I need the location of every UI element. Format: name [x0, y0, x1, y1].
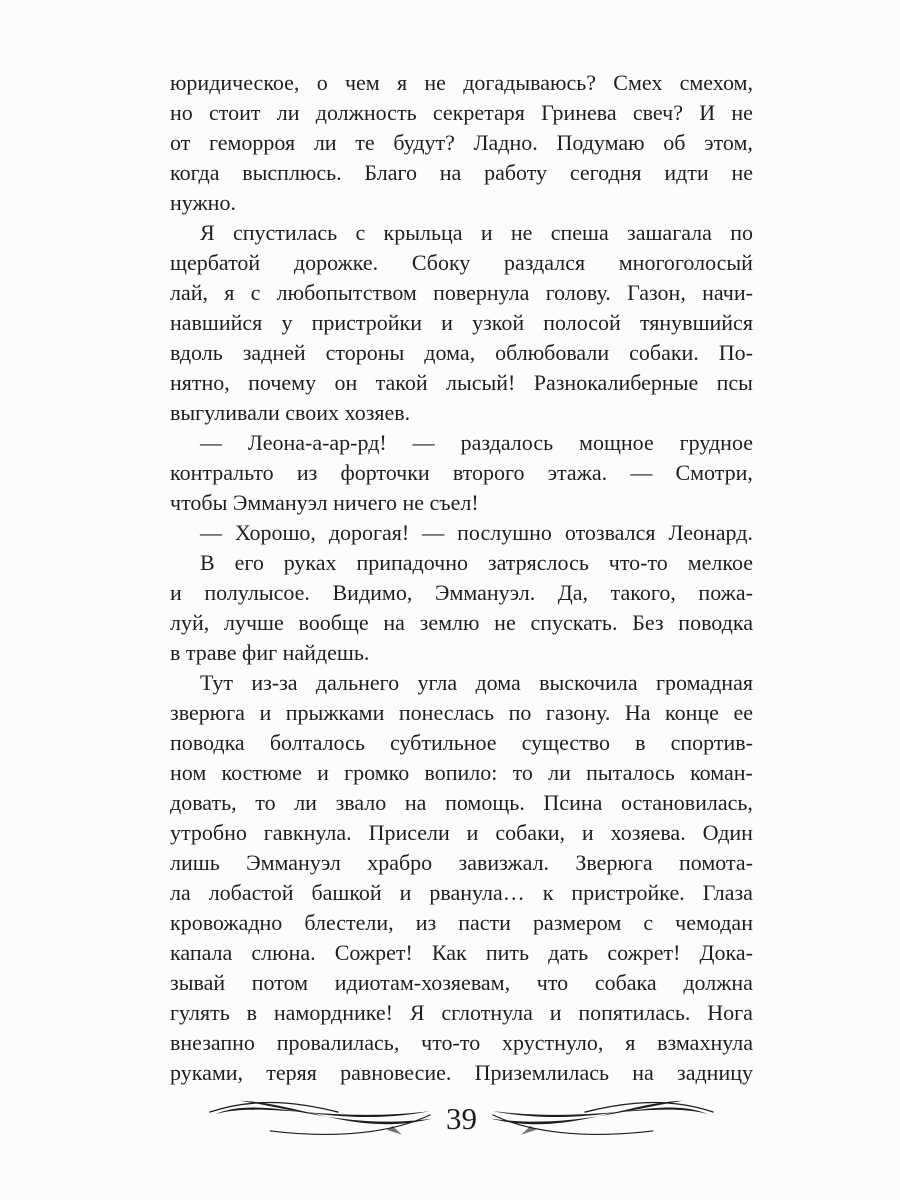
word: смехом, — [679, 70, 753, 95]
text-line — [170, 458, 753, 488]
word: чем — [344, 70, 380, 95]
word: грудное — [679, 430, 753, 455]
word: этажа. — [547, 460, 608, 485]
word: Видимо, — [332, 580, 413, 605]
word: и — [170, 580, 182, 605]
word: газону. — [545, 700, 611, 725]
word: По- — [718, 340, 753, 365]
word: Дока- — [699, 940, 753, 965]
word: я — [625, 1030, 636, 1055]
word: навшийся — [170, 310, 263, 335]
word: субтильное — [389, 730, 497, 755]
word: на — [383, 610, 405, 635]
word: зашагала — [627, 220, 712, 245]
word: второго — [452, 460, 525, 485]
word: многоголосый — [618, 250, 753, 275]
word: на — [404, 790, 427, 815]
word: Подумаю — [556, 130, 645, 155]
word: Зверюга — [575, 850, 653, 875]
text-line — [170, 608, 753, 638]
text-line — [170, 818, 753, 848]
word: по — [508, 700, 532, 725]
paragraph — [170, 548, 753, 668]
word: Леонард. — [668, 520, 753, 545]
text-line — [170, 668, 753, 698]
word: остановилась, — [621, 790, 753, 815]
word: раздалось — [460, 430, 554, 455]
text-line — [170, 218, 753, 248]
paragraph — [170, 428, 753, 518]
word: послушно — [457, 520, 552, 545]
word: высплюсь. — [242, 160, 342, 185]
word: пить — [485, 940, 530, 965]
word: крыльца — [383, 220, 463, 245]
word: ли — [313, 130, 337, 155]
text-line — [170, 938, 753, 968]
word: не — [510, 220, 533, 245]
word: мелкое — [687, 550, 753, 575]
word: почему — [248, 370, 317, 395]
word: Леона-а-ар-рд! — [247, 430, 387, 455]
word: спеша — [550, 220, 609, 245]
word: выскочила — [539, 670, 638, 695]
word: чемодан — [675, 910, 753, 935]
text-line — [170, 158, 753, 188]
word: лучше — [224, 610, 284, 635]
word: Хорошо, — [234, 520, 316, 545]
word: в — [246, 1000, 258, 1025]
word: — — [630, 460, 653, 485]
word: и — [466, 820, 479, 845]
word: дорогая! — [328, 520, 410, 545]
word: существо — [521, 730, 611, 755]
word: Присели — [368, 820, 450, 845]
word: понеслась — [398, 700, 495, 725]
word: припадочно — [356, 550, 468, 575]
word: из-за — [251, 670, 298, 695]
word: его — [234, 550, 264, 575]
word: идти — [664, 160, 709, 185]
word: Да, — [557, 580, 589, 605]
word: наморднике! — [273, 1000, 394, 1025]
word: форточки — [340, 460, 430, 485]
word: сглотнула — [441, 1000, 533, 1025]
text-line — [170, 698, 753, 728]
word: такого, — [610, 580, 676, 605]
word: Ладно. — [473, 130, 538, 155]
word: вопило: — [424, 760, 498, 785]
word: то — [512, 760, 533, 785]
word: из — [296, 460, 318, 485]
word: не — [731, 160, 753, 185]
word: и — [581, 820, 594, 845]
word: хозяева. — [610, 820, 686, 845]
word: стороны — [325, 340, 405, 365]
word: ном — [170, 760, 207, 785]
word: и — [399, 880, 412, 905]
text-line — [170, 368, 753, 398]
word: башкой — [311, 880, 382, 905]
word: стоит — [209, 100, 261, 125]
word: на — [632, 1060, 654, 1085]
text-line — [170, 308, 753, 338]
word: спускать. — [530, 610, 618, 635]
word: В — [200, 550, 215, 575]
word: псы — [716, 370, 753, 395]
word: Разнокалиберные — [533, 370, 699, 395]
word: — — [412, 430, 435, 455]
text-line — [170, 548, 753, 578]
word: Я — [409, 1000, 425, 1025]
word: слюна. — [251, 940, 316, 965]
word: кровожадно — [170, 910, 283, 935]
paragraph — [170, 668, 753, 1088]
word: провалилась, — [276, 1030, 400, 1055]
word: — — [200, 430, 222, 455]
word: что — [536, 970, 569, 995]
word: он — [334, 370, 358, 395]
word: взмахнула — [657, 1030, 753, 1055]
word: у — [281, 310, 293, 335]
text-line — [170, 758, 753, 788]
page-footer — [170, 1084, 753, 1142]
word: дома, — [424, 340, 476, 365]
word: затряслось — [487, 550, 589, 575]
word: я — [396, 70, 408, 95]
paragraph — [170, 218, 753, 428]
text-line: чтобы Эммануэл ничего не съел! — [170, 490, 479, 515]
word: Эммануэл — [246, 850, 341, 875]
word: пожа- — [698, 580, 753, 605]
text-line: выгуливали своих хозяев. — [170, 400, 411, 425]
word: задней — [242, 340, 306, 365]
word: и — [441, 310, 453, 335]
word: ли — [294, 790, 317, 815]
word: сегодня — [569, 160, 642, 185]
word: голову. — [545, 280, 611, 305]
word: собака — [594, 970, 657, 995]
word: юридическое, — [170, 70, 300, 95]
word: Один — [702, 820, 753, 845]
text-line — [170, 1028, 753, 1058]
word: прыжками — [285, 700, 385, 725]
word: луй, — [170, 610, 210, 635]
word: догадываюсь? — [463, 70, 597, 95]
word: утробно — [170, 820, 247, 845]
word: сожрет! — [607, 940, 681, 965]
word: вдоль — [170, 340, 223, 365]
word: — — [422, 520, 445, 545]
word: землю — [419, 610, 480, 635]
word: мощное — [579, 430, 654, 455]
word: помощь. — [445, 790, 525, 815]
word: собаки, — [495, 820, 566, 845]
text-line — [170, 248, 753, 278]
word: на — [439, 160, 462, 185]
text-line — [170, 518, 753, 548]
text-line — [170, 128, 753, 158]
word: громко — [344, 760, 410, 785]
word: и — [317, 760, 329, 785]
word: руках — [283, 550, 337, 575]
text-line — [170, 878, 753, 908]
text-line — [170, 998, 753, 1028]
word: блестели, — [304, 910, 394, 935]
word: полулысое. — [204, 580, 310, 605]
text-line — [170, 278, 753, 308]
word: свеч? — [632, 100, 683, 125]
word: я — [224, 280, 235, 305]
word: гавкнула. — [263, 820, 352, 845]
word: полосой — [543, 310, 621, 335]
word: Тут — [200, 670, 233, 695]
word: болталось — [269, 730, 365, 755]
word: попятилась. — [578, 1000, 691, 1025]
word: внезапно — [170, 1030, 255, 1055]
text-line — [170, 788, 753, 818]
word: отозвался — [564, 520, 656, 545]
word: И — [699, 100, 716, 125]
word: задницу — [677, 1060, 753, 1085]
word: теряя — [266, 1060, 317, 1085]
word: идиотам-хозяевам, — [334, 970, 511, 995]
word: к — [542, 880, 554, 905]
word: Благо — [364, 160, 417, 185]
word: Нога — [707, 1000, 753, 1025]
word: конце — [665, 700, 719, 725]
word: потом — [251, 970, 309, 995]
word: с — [250, 280, 261, 305]
word: лобастой — [208, 880, 294, 905]
word: и — [480, 220, 493, 245]
word: Я — [200, 220, 215, 245]
word: спустилась — [232, 220, 338, 245]
word: Эммануэл. — [434, 580, 536, 605]
text-line — [170, 68, 753, 98]
word: размером — [532, 910, 622, 935]
word: повернула — [433, 280, 530, 305]
word: о — [316, 70, 328, 95]
word: завизжал. — [458, 850, 550, 875]
word: не — [424, 70, 446, 95]
page-text — [170, 68, 753, 1088]
text-line — [170, 908, 753, 938]
word: те — [355, 130, 375, 155]
word: не — [494, 610, 516, 635]
word: громадная — [655, 670, 753, 695]
word: пристройки — [311, 310, 423, 335]
word: Смотри, — [675, 460, 753, 485]
paragraph — [170, 518, 753, 548]
word: равновесие. — [340, 1060, 452, 1085]
word: не — [731, 100, 753, 125]
word: и — [259, 700, 272, 725]
word: зверюга — [170, 700, 245, 725]
word: раздался — [504, 250, 586, 275]
flourish-right-icon — [489, 1087, 715, 1139]
word: дальнего — [315, 670, 400, 695]
word: Приземлилась — [474, 1060, 610, 1085]
word: капала — [170, 940, 233, 965]
word: тянувшийся — [639, 310, 753, 335]
word: из — [415, 910, 437, 935]
text-line — [170, 848, 753, 878]
word: звало — [335, 790, 387, 815]
word: и — [549, 1000, 562, 1025]
word: дорожке. — [293, 250, 379, 275]
word: Сожрет! — [334, 940, 413, 965]
paragraph — [170, 68, 753, 218]
text-line — [170, 98, 753, 128]
text-line — [170, 728, 753, 758]
word: когда — [170, 160, 220, 185]
word: зывай — [170, 970, 226, 995]
word: Без — [632, 610, 664, 635]
word: ли — [276, 100, 300, 125]
word: поводка — [170, 730, 245, 755]
word: любопытством — [276, 280, 417, 305]
word: вообще — [298, 610, 369, 635]
word: от — [170, 130, 191, 155]
word: лысый! — [445, 370, 516, 395]
word: с — [643, 910, 654, 935]
word: лай, — [170, 280, 209, 305]
word: довать, — [170, 790, 237, 815]
word: Сбоку — [411, 250, 471, 275]
text-line — [170, 578, 753, 608]
word: такой — [375, 370, 428, 395]
word: щербатой — [170, 250, 261, 275]
word: секретаря — [432, 100, 525, 125]
word: нятно, — [170, 370, 230, 395]
word: дома — [475, 670, 521, 695]
word: костюме — [221, 760, 302, 785]
word: Газон, — [627, 280, 686, 305]
text-line — [170, 968, 753, 998]
word: этом, — [704, 130, 753, 155]
text-line: в траве фиг найдешь. — [170, 640, 370, 665]
word: ла — [170, 880, 191, 905]
text-line — [170, 428, 753, 458]
word: в — [635, 730, 646, 755]
word: На — [624, 700, 651, 725]
word: будут? — [393, 130, 455, 155]
word: то — [255, 790, 276, 815]
word: ее — [733, 700, 753, 725]
word: начи- — [702, 280, 753, 305]
word: — — [200, 520, 222, 545]
word: облюбовали — [495, 340, 610, 365]
word: лишь — [170, 850, 220, 875]
flourish-left-icon — [208, 1087, 434, 1139]
word: но — [170, 100, 193, 125]
word: Глаза — [702, 880, 753, 905]
word: собаки. — [629, 340, 699, 365]
word: что-то — [608, 550, 668, 575]
word: узкой — [472, 310, 525, 335]
word: храбро — [367, 850, 433, 875]
word: гулять — [170, 1000, 230, 1025]
word: пристройке. — [571, 880, 685, 905]
word: поводка — [678, 610, 753, 635]
word: об — [663, 130, 686, 155]
word: ли — [548, 760, 571, 785]
word: руками, — [170, 1060, 244, 1085]
word: Псина — [543, 790, 603, 815]
word: коман- — [690, 760, 753, 785]
word: спортив- — [670, 730, 753, 755]
word: помота- — [679, 850, 753, 875]
word: по — [730, 220, 753, 245]
word: геморроя — [209, 130, 296, 155]
word: дать — [548, 940, 589, 965]
word: с — [355, 220, 366, 245]
word: пасти — [458, 910, 511, 935]
word: что-то — [421, 1030, 481, 1055]
text-line — [170, 338, 753, 368]
word: контральто — [170, 460, 274, 485]
text-line: нужно. — [170, 190, 236, 215]
word: Как — [431, 940, 467, 965]
word: должность — [315, 100, 417, 125]
page-number: 39 — [446, 1100, 477, 1136]
word: должна — [683, 970, 753, 995]
word: хрустнуло, — [502, 1030, 604, 1055]
word: Смех — [613, 70, 663, 95]
word: угла — [417, 670, 458, 695]
word: пыталось — [586, 760, 675, 785]
word: рванула… — [429, 880, 525, 905]
word: Гринева — [541, 100, 617, 125]
word: работу — [484, 160, 548, 185]
